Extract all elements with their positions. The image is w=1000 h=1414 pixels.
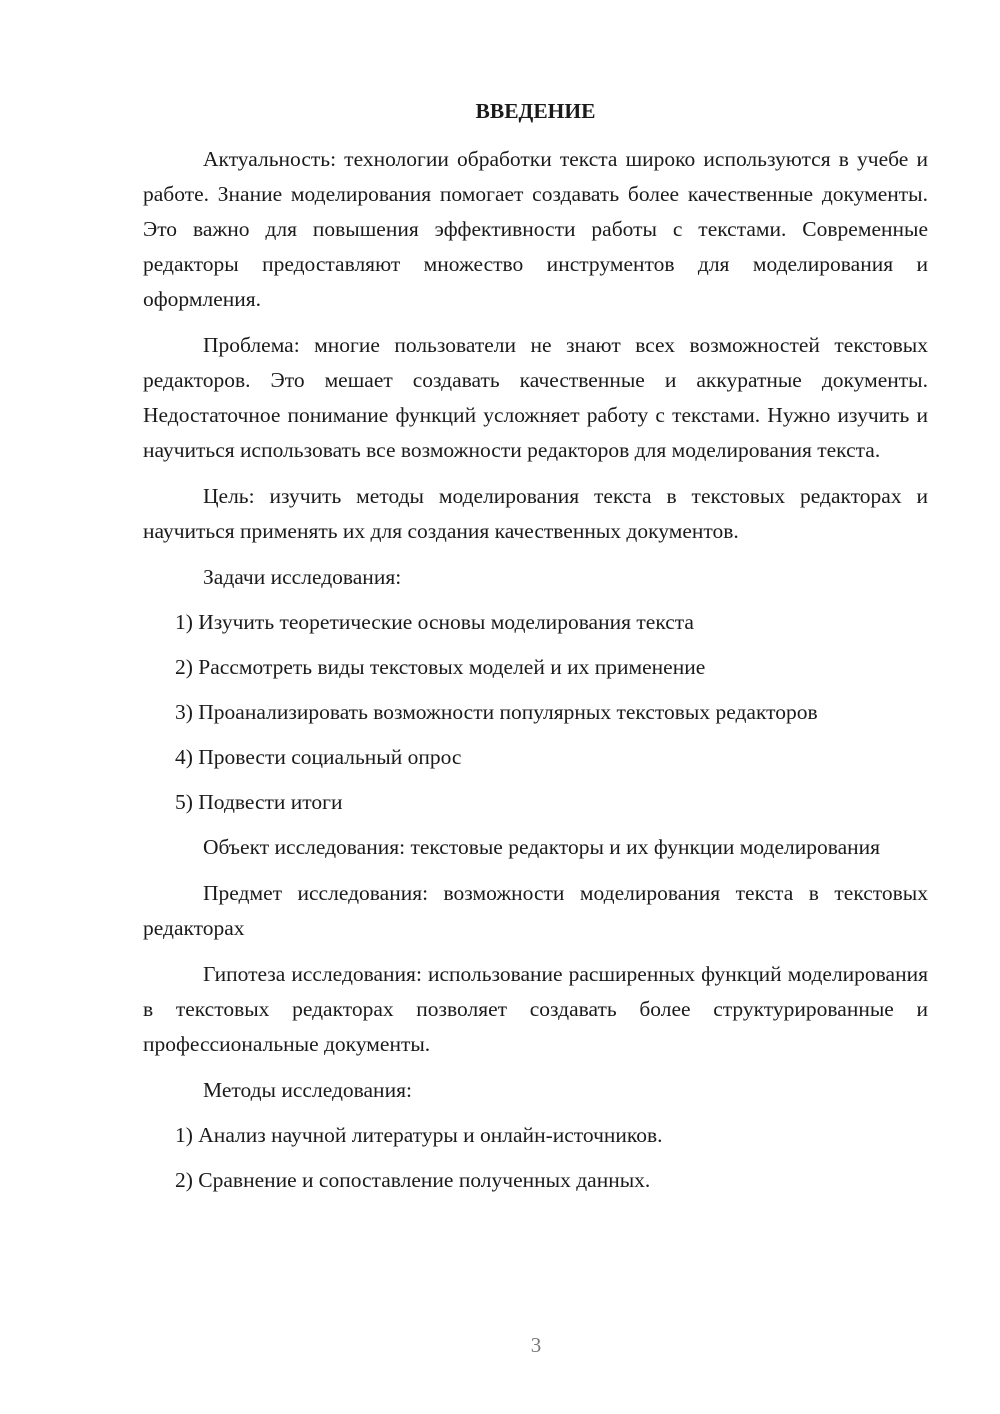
page-number: 3 — [530, 1333, 542, 1357]
relevance-paragraph: Актуальность: технологии обработки текста широко используются в учебе и работе. Знание моделирования помогает создавать более качественные документы. Это важно для повышения эффективности работы с текстами. Современные редакторы предоставляют множество инструментов для моделирования и оформления. — [143, 147, 928, 311]
method-item-1: 1) Анализ научной литературы и онлайн-источников. — [175, 1123, 663, 1147]
method-item-2: 2) Сравнение и сопоставление полученных данных. — [175, 1168, 651, 1192]
methods-label: Методы исследования: — [203, 1078, 412, 1102]
section-heading: ВВЕДЕНИЕ — [475, 99, 596, 123]
tasks-label: Задачи исследования: — [203, 565, 402, 589]
task-item-3: 3) Проанализировать возможности популярных текстовых редакторов — [175, 700, 818, 724]
document-page — [143, 96, 928, 1208]
task-item-1: 1) Изучить теоретические основы моделирования текста — [175, 610, 694, 634]
goal-paragraph: Цель: изучить методы моделирования текста в текстовых редакторах и научиться применять их для создания качественных документов. — [143, 484, 928, 543]
task-item-2: 2) Рассмотреть виды текстовых моделей и их применение — [175, 655, 706, 679]
hypothesis-paragraph: Гипотеза исследования: использование расширенных функций моделирования в текстовых редакторах позволяет создавать более структурированные и профессиональные документы. — [143, 962, 928, 1056]
task-item-5: 5) Подвести итоги — [175, 790, 343, 814]
task-item-4: 4) Провести социальный опрос — [175, 745, 462, 769]
object-paragraph: Объект исследования: текстовые редакторы и их функции моделирования — [203, 835, 881, 859]
problem-paragraph: Проблема: многие пользователи не знают всех возможностей текстовых редакторов. Это мешает создавать качественные и аккуратные документы. Недостаточное понимание функций усложняет работу с текстами. Нужно изучить и научиться использовать все возможности редакторов для моделирования текста. — [143, 333, 928, 462]
subject-paragraph: Предмет исследования: возможности моделирования текста в текстовых редакторах — [143, 881, 928, 940]
